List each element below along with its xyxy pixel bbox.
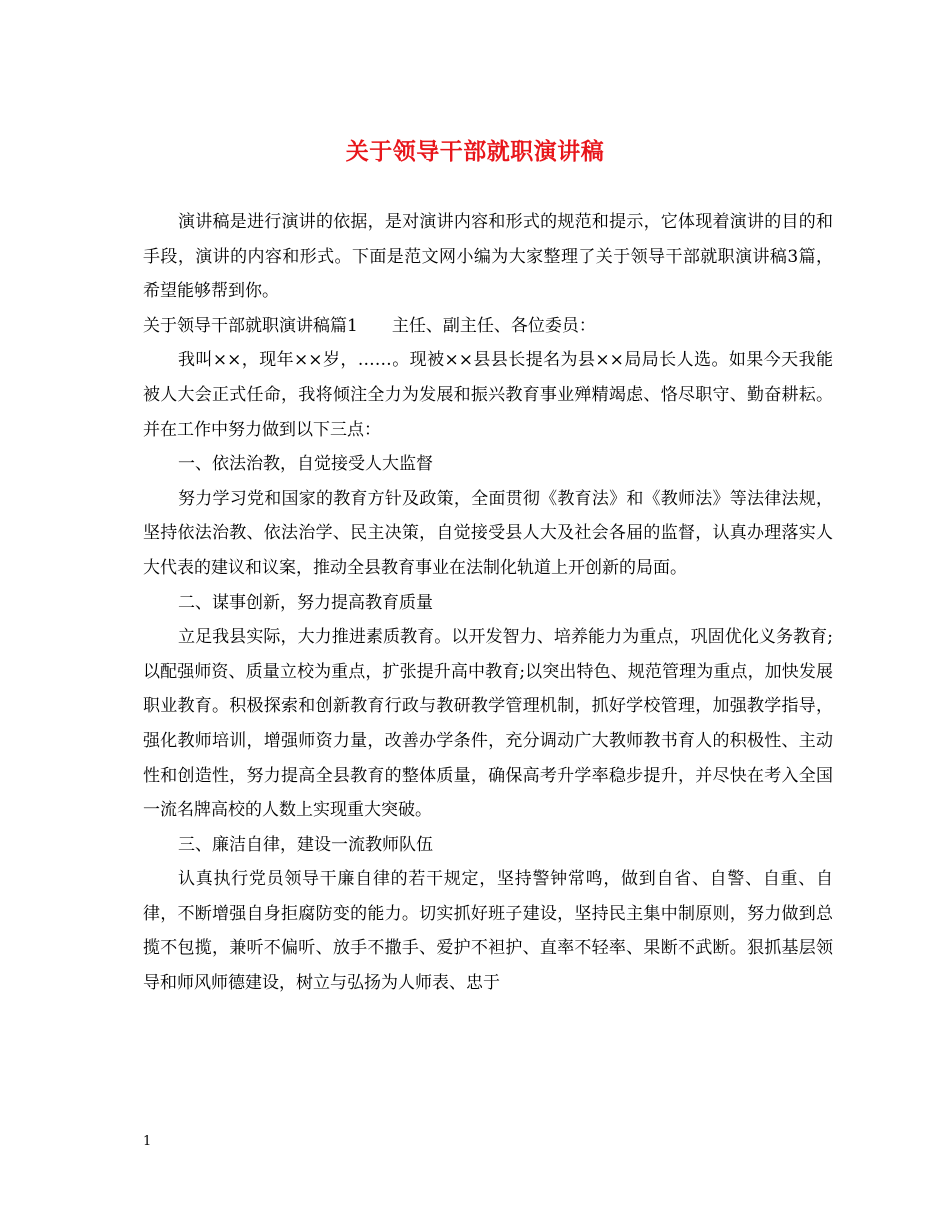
paragraph-intro: 演讲稿是进行演讲的依据，是对演讲内容和形式的规范和提示，它体现着演讲的目的和手段，演讲的内容和形式。下面是范文网小编为大家整理了关于领导干部就职演讲稿3篇，希望能够帮到你。 [143, 212, 833, 302]
paragraph-section-2: 立足我县实际，大力推进素质教育。以开发智力、培养能力为重点，巩固优化义务教育;以配强师资、质量立校为重点，扩张提升高中教育;以突出特色、规范管理为重点，加快发展职业教育。积极探索和创新教育行政与教研教学管理机制，抓好学校管理，加强教学指导，强化教师培训，增强师资力量，改善办学条件，充分调动广大教师教书育人的积极性、主动性和创造性，努力提高全县教育的整体质量，确保高考升学率稳步提升，并尽快在考入全国一流名牌高校的人数上实现重大突破。 [143, 627, 833, 821]
paragraph-speech-heading: 关于领导干部就职演讲稿篇1 主任、副主任、各位委员： [143, 315, 596, 336]
section-heading-3: 三、廉洁自律，建设一流教师队伍 [178, 834, 433, 855]
page-number: 1 [143, 1134, 152, 1149]
paragraph-self-introduction: 我叫××，现年××岁，……。现被××县县长提名为县××局局长人选。如果今天我能被人大会正式任命，我将倾注全力为发展和振兴教育事业殚精竭虑、恪尽职守、勤奋耕耘。并在工作中努力做到以下三点： [143, 350, 833, 440]
paragraph-section-3: 认真执行党员领导干廉自律的若干规定，坚持警钟常鸣，做到自省、自警、自重、自律，不断增强自身拒腐防变的能力。切实抓好班子建设，坚持民主集中制原则，努力做到总揽不包揽，兼听不偏听、放手不撒手、爱护不袒护、直率不轻率、果断不武断。狠抓基层领导和师风师德建设，树立与弘扬为人师表、忠于 [143, 869, 833, 994]
paragraph-section-1: 努力学习党和国家的教育方针及政策，全面贯彻《教育法》和《教师法》等法律法规，坚持依法治教、依法治学、民主决策，自觉接受县人大及社会各届的监督，认真办理落实人大代表的建议和议案，推动全县教育事业在法制化轨道上开创新的局面。 [143, 488, 833, 578]
section-heading-1: 一、依法治教，自觉接受人大监督 [178, 454, 433, 475]
document-title: 关于领导干部就职演讲稿 [345, 138, 605, 165]
section-heading-2: 二、谋事创新，努力提高教育质量 [178, 592, 433, 613]
document-body [143, 205, 833, 1001]
